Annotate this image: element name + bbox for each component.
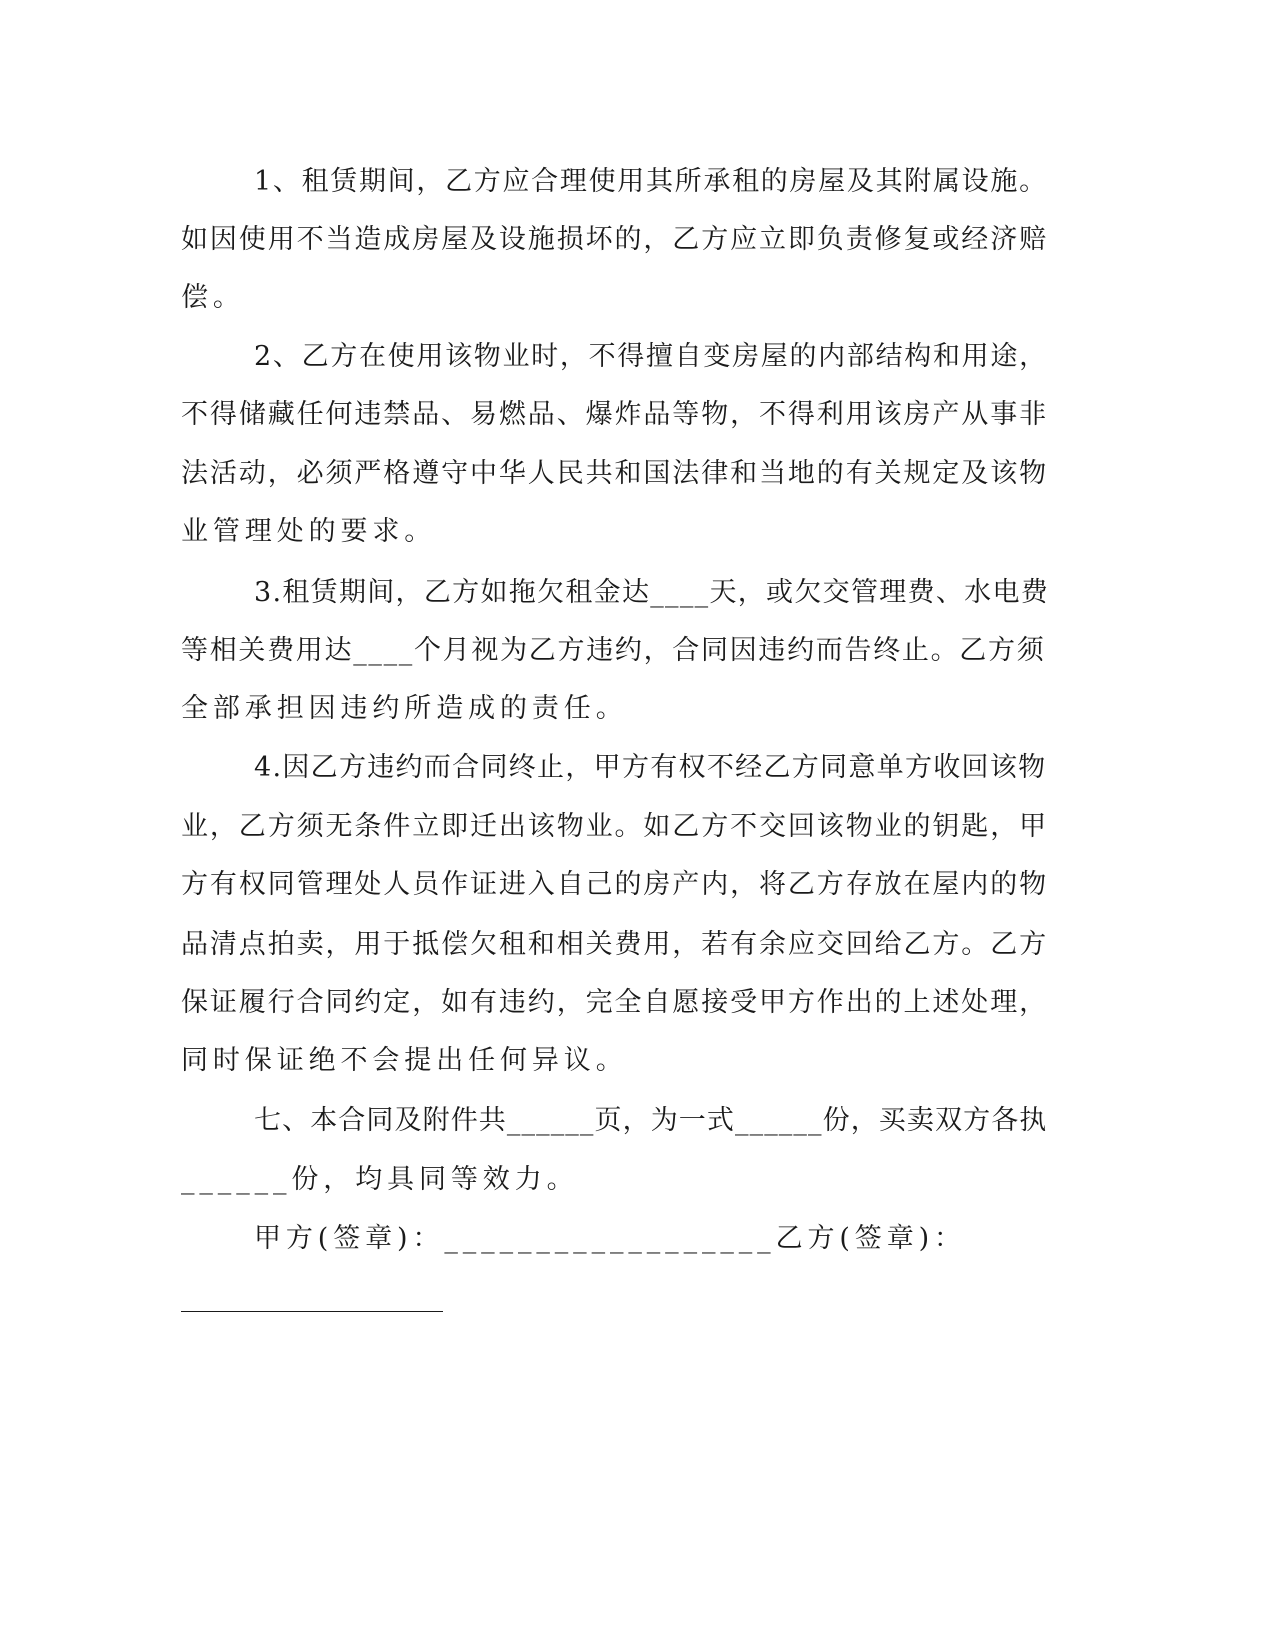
clause-1-line-1: 1、租赁期间，乙方应合理使用其所承租的房屋及其附属设施。 [254, 166, 1048, 197]
clause-1-line-3: 偿。 [181, 282, 245, 313]
clause-4-line-3: 方有权同管理处人员作证进入自己的房产内，将乙方存放在屋内的物 [181, 869, 1048, 900]
clause-7-line-2: ______份，均具同等效力。 [181, 1164, 579, 1195]
clause-2-line-1: 2、乙方在使用该物业时，不得擅自变房屋的内部结构和用途， [254, 341, 1048, 372]
clause-3-line-2: 等相关费用达____个月视为乙方违约，合同因违约而告终止。乙方须 [181, 635, 1046, 666]
clause-2-line-2: 不得储藏任何违禁品、易燃品、爆炸品等物，不得利用该房产从事非 [181, 399, 1048, 430]
clause-4-line-2: 业，乙方须无条件立即迁出该物业。如乙方不交回该物业的钥匙，甲 [181, 811, 1048, 842]
clause-2-line-3: 法活动，必须严格遵守中华人民共和国法律和当地的有关规定及该物 [181, 458, 1048, 489]
clause-1-line-2: 如因使用不当造成房屋及设施损坏的，乙方应立即负责修复或经济赔 [181, 224, 1048, 255]
clause-7-line-1: 七、本合同及附件共______页，为一式______份，买卖双方各执 [254, 1105, 1048, 1136]
clause-2-line-4: 业管理处的要求。 [181, 516, 437, 547]
clause-4-line-6: 同时保证绝不会提出任何异议。 [181, 1045, 628, 1076]
signature-line: 甲方(签章)：__________________乙方(签章)： [254, 1223, 966, 1254]
clause-4-line-5: 保证履行合同约定，如有违约，完全自愿接受甲方作出的上述处理， [181, 987, 1048, 1018]
clause-3-line-3: 全部承担因违约所造成的责任。 [181, 693, 628, 724]
signature-rule [181, 1311, 443, 1312]
clause-4-line-4: 品清点拍卖，用于抵偿欠租和相关费用，若有余应交回给乙方。乙方 [181, 929, 1048, 960]
clause-4-line-1: 4.因乙方违约而合同终止，甲方有权不经乙方同意单方收回该物 [254, 752, 1047, 783]
clause-3-line-1: 3.租赁期间，乙方如拖欠租金达____天，或欠交管理费、水电费 [254, 577, 1050, 608]
